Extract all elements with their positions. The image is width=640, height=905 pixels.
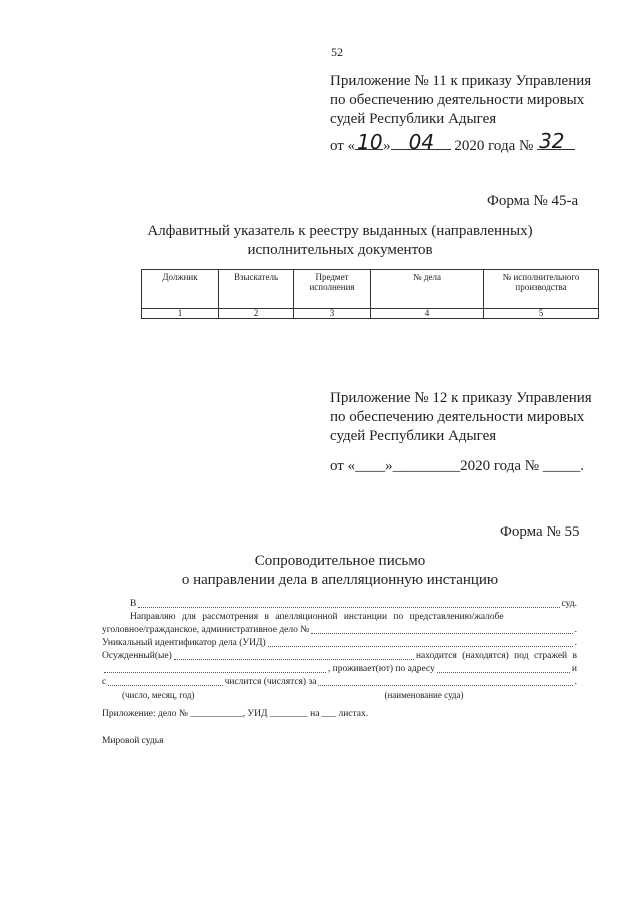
blank-field [311,624,572,634]
letter-line-court [102,598,577,611]
form-45a-label: Форма № 45-а [487,193,579,209]
date-mid: » [383,138,391,154]
letter-text: Направляю для рассмотрения в апелляционной инстанции по представлению/жалобе [130,612,504,622]
caption-date: (число, месяц, год) [122,690,195,700]
appendix-12-heading [330,389,592,446]
column-number: 2 [219,309,294,319]
page-number: 52 [331,45,343,59]
letter-text: В [130,599,137,609]
title-line: о направлении дела в апелляционную инстанцию [181,572,499,588]
date-prefix: от « [330,138,356,154]
appendix-11-date-line [330,129,575,155]
appendix-11-line: Приложение № 11 к приказу Управления [330,73,592,89]
blank-field [174,650,414,660]
appendix-12-date-line: от «____»_________2020 года № _____. [330,458,585,474]
letter-line-registered: с числится (числятся) за . [102,677,577,687]
month-field [391,130,451,154]
blank-field [268,637,573,647]
letter-text: , проживает(ют) по адресу [327,664,435,674]
column-number: 4 [371,309,484,319]
letter-text: числится (числятся) за [224,677,317,687]
title-line: Сопроводительное письмо [254,553,426,569]
blank-field [318,676,572,686]
column-header-debtor: Должник [142,270,219,309]
appendix-12-line: Приложение № 12 к приказу Управления [330,390,592,406]
day-field [355,130,383,154]
title-line: Алфавитный указатель к реестру выданных (направленных) [147,223,533,239]
letter-line-uid: Уникальный идентификатор дела (УИД) . [102,638,577,648]
column-number: 1 [142,309,219,319]
number-field [537,129,575,153]
number-handwritten: 32 [539,129,565,153]
column-number: 3 [294,309,371,319]
letter-text: уголовное/гражданское, административное дело № [102,625,310,635]
attachment-line: Приложение: дело № ___________, УИД ________ на ___ листах. [102,709,369,719]
appendix-11-heading [330,72,592,129]
year-text: 2020 года № [454,138,534,154]
form-55-title [140,552,540,590]
column-header-case-number: № дела [371,270,484,309]
blank-field [138,598,559,608]
letter-text: Осужденный(ые) [102,651,172,661]
column-header-claimant: Взыскатель [219,270,294,309]
letter-line-request [102,611,577,624]
appendix-11-line: по обеспечению деятельности мировых [330,92,585,108]
blank-field [108,676,222,686]
appendix-11-line: судей Республики Адыгея [330,111,497,127]
letter-text: находится (находятся) под стражей в [415,651,577,661]
register-table [141,269,599,319]
letter-line-convicted [102,650,577,663]
column-number: 5 [484,309,599,319]
caption-court-name: (наименование суда) [384,690,464,700]
column-header-subject: Предмет исполнения [294,270,371,309]
letter-captions [102,689,577,702]
cover-letter-body [102,598,577,702]
letter-text: суд. [561,599,577,609]
signature-line: Мировой судья [102,736,164,746]
day-handwritten: 10 [357,130,383,154]
letter-line-case: уголовное/гражданское, административное дело № . [102,625,577,635]
form-45a-title [140,222,540,260]
appendix-12-line: по обеспечению деятельности мировых [330,409,585,425]
blank-field [437,663,570,673]
column-header-proceedings-number: № исполнительного производства [484,270,599,309]
letter-line-address [102,663,577,676]
title-line: исполнительных документов [247,242,433,258]
blank-field [104,663,326,673]
form-55-label: Форма № 55 [500,524,580,540]
letter-text: и [571,664,577,674]
letter-text: Уникальный идентификатор дела (УИД) [102,638,266,648]
letter-text: с [102,677,107,687]
appendix-12-line: судей Республики Адыгея [330,428,497,444]
month-handwritten: 04 [408,130,435,154]
